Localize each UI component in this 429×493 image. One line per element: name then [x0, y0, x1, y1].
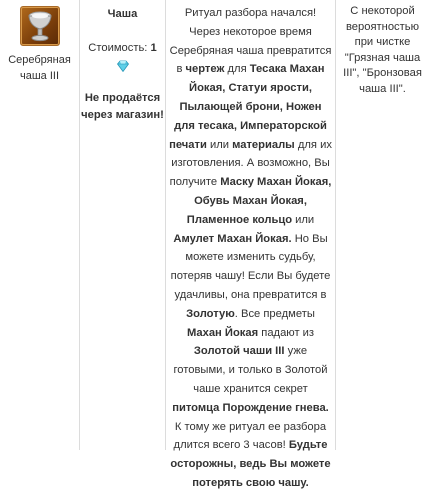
description-segment: Ритуал разбора начался! Через некоторое время Серебряная чаша превратится в: [169, 7, 332, 76]
description-bold-segment: материалы: [232, 138, 295, 151]
description-segment: К тому же ритуал ее разбора длится всего 3 часов!: [173, 420, 327, 452]
description-segment: уже готовыми, и только в Золотой чаше хранится секрет: [173, 345, 328, 395]
diamond-icon: [117, 60, 129, 72]
description-bold-segment: Амулет Махан Йокая.: [173, 232, 292, 245]
item-type-title: Чаша: [107, 8, 138, 20]
description-segment: для: [224, 63, 250, 76]
description-text: [169, 4, 332, 493]
description-bold-segment: Тесака Махан Йокая, Статуи ярости, Пылающей брони, Ножен для тесака, Императорской печати: [169, 63, 327, 151]
description-bold-segment: Золотой чаши III: [193, 345, 285, 358]
item-name: Серебряная чаша III: [8, 54, 71, 82]
silver-chalice-icon: [20, 6, 60, 46]
source-text: С некоторой вероятностью при чистке "Грязная чаша III", "Бронзовая чаша III".: [343, 5, 422, 95]
cost-line: [80, 40, 165, 56]
description-segment: или: [206, 138, 233, 151]
source-cell: [336, 0, 429, 450]
description-segment: падают из: [258, 326, 315, 339]
description-bold-segment: Махан Йокая: [186, 326, 259, 339]
description-bold-segment: Будьте осторожны, ведь Вы можете потерять свою чашу.: [170, 439, 331, 489]
description-bold-segment: питомца Порождение гнева.: [172, 401, 329, 414]
not-for-sale-label: Не продаётся через магазин!: [81, 92, 164, 121]
description-segment: . Все предметы: [234, 307, 315, 320]
description-bold-segment: Маску Махан Йокая, Обувь Махан Йокая, Пламенное кольцо: [186, 176, 332, 226]
item-cell: [0, 0, 80, 450]
cost-label: Стоимость:: [88, 42, 148, 54]
info-cell: [80, 0, 166, 450]
description-segment: или: [292, 213, 315, 226]
description-segment: для их изготовления. А возможно, Вы получите: [169, 138, 332, 189]
description-cell: [166, 0, 336, 489]
description-bold-segment: чертеж: [185, 63, 225, 76]
description-segment: Но Вы можете изменить судьбу, потеряв чашу! Если Вы будете удачливы, она превратится в: [170, 232, 331, 301]
cost-value: 1: [150, 42, 157, 54]
description-bold-segment: Золотую: [186, 307, 235, 320]
